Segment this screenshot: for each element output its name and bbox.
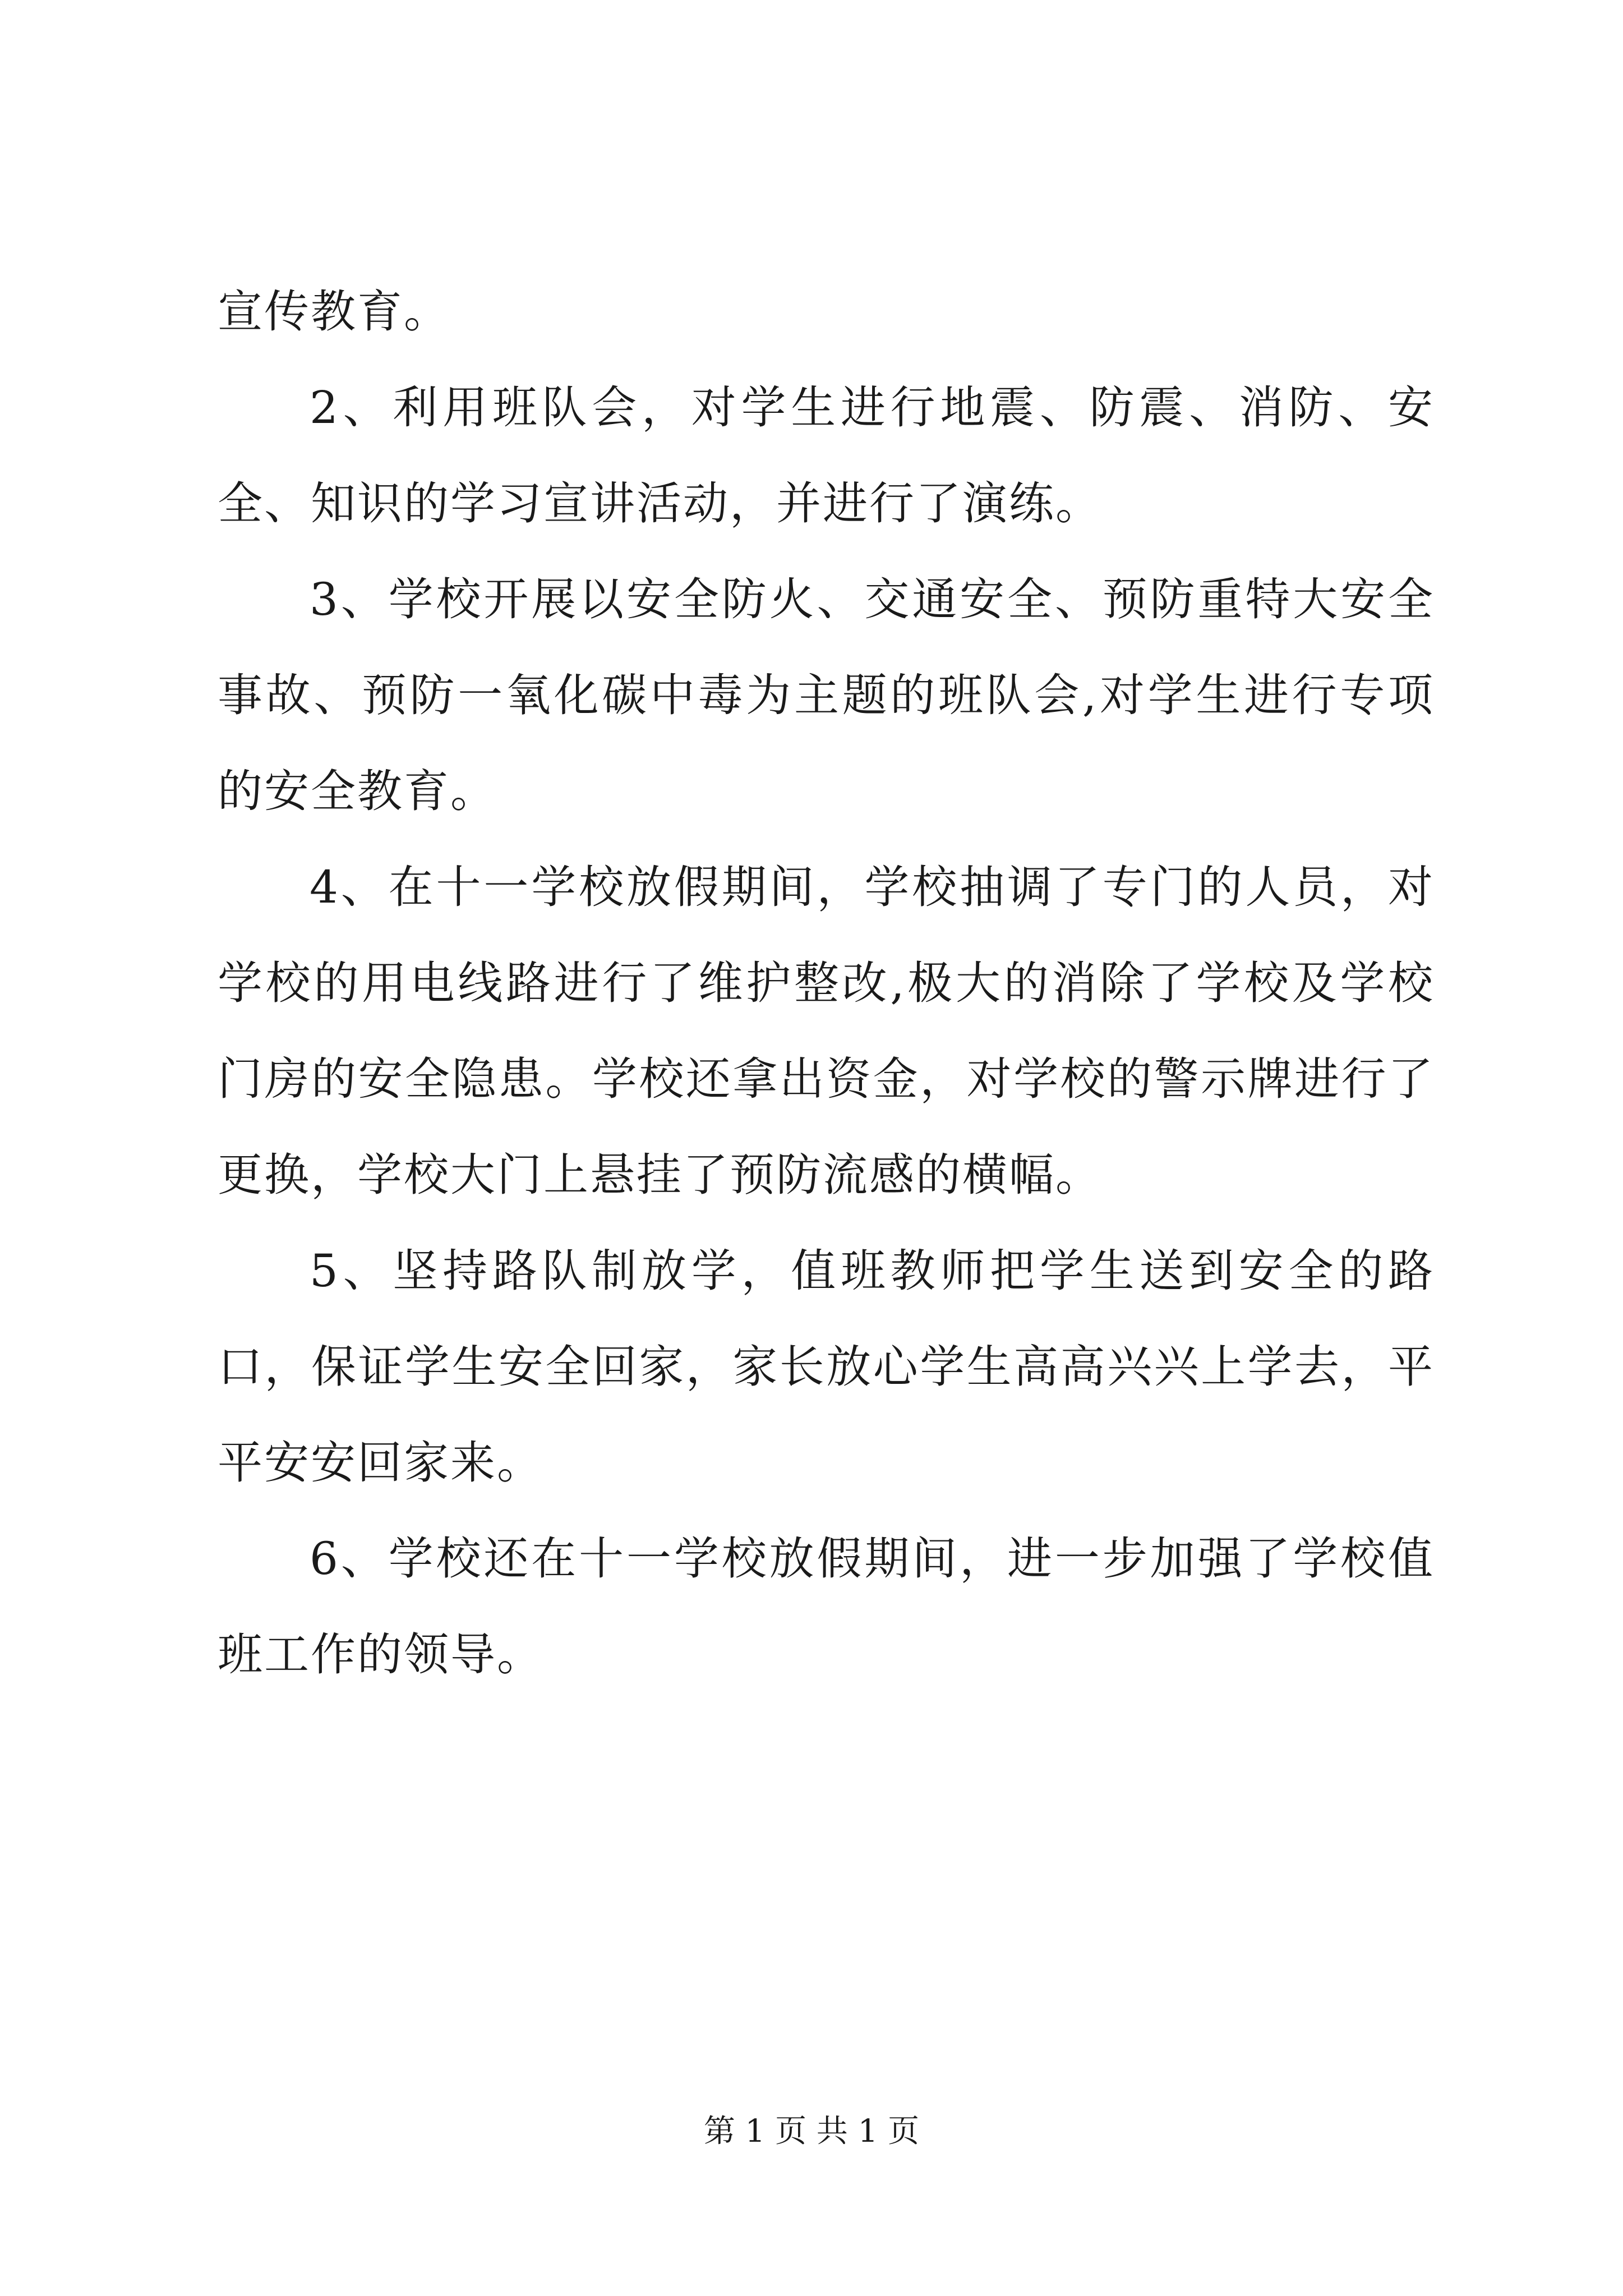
page-footer [0,2109,1623,2154]
paragraph-item-5: 5、坚持路队制放学，值班教师把学生送到安全的路口，保证学生安全回家，家长放心学生高高兴兴上学去，平平安安回家来。 [218,1245,1435,1489]
paragraph-item-6: 6、学校还在十一学校放假期间，进一步加强了学校值班工作的领导。 [218,1533,1435,1681]
page-number-label: 第 1 页 共 1 页 [703,2113,920,2150]
paragraph-item-3: 3、学校开展以安全防火、交通安全、预防重特大安全事故、预防一氧化碳中毒为主题的班队会,对学生进行专项的安全教育。 [218,573,1435,817]
document-body [218,264,1435,1703]
paragraph-item-2: 2、利用班队会，对学生进行地震、防震、消防、安全、知识的学习宣讲活动，并进行了演练。 [218,381,1435,530]
paragraph-item-4: 4、在十一学校放假期间，学校抽调了专门的人员，对学校的用电线路进行了维护整改,极大的消除了学校及学校门房的安全隐患。学校还拿出资金，对学校的警示牌进行了更换，学校大门上悬挂了预防流感的横幅。 [218,861,1435,1201]
paragraph-continuation: 宣传教育。 [218,286,450,338]
